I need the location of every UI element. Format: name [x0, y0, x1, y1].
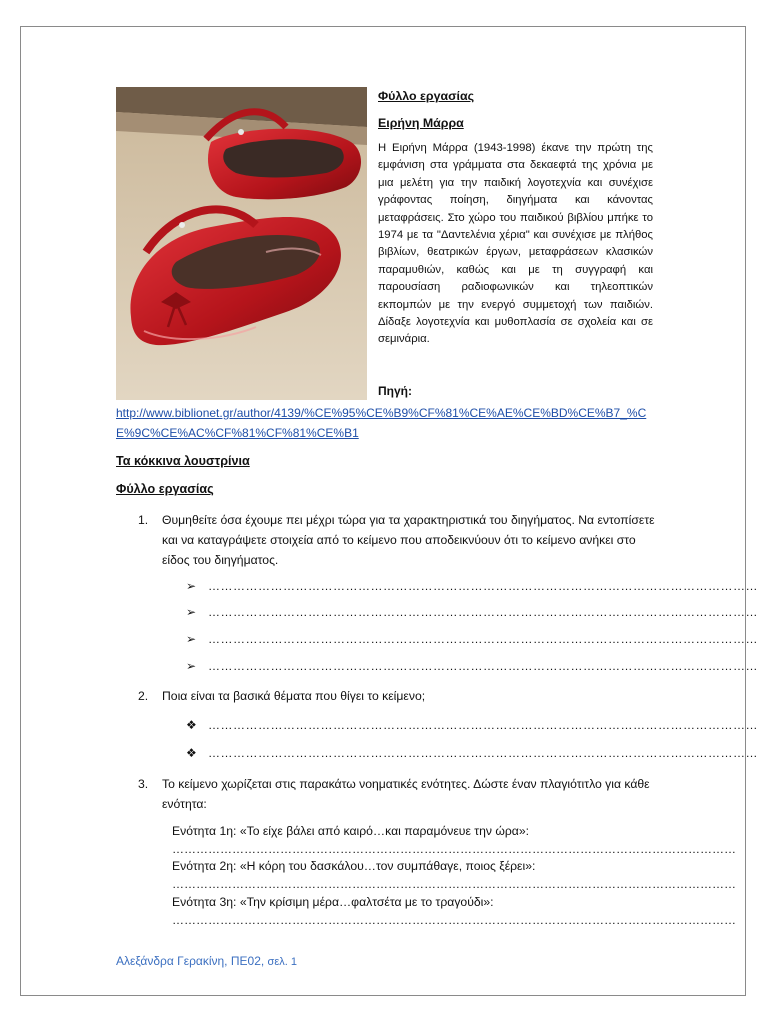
footer-author: Αλεξάνδρα Γερακίνη, ΠΕ02,	[116, 954, 265, 968]
question-number: 2.	[138, 689, 149, 703]
red-shoes-photo	[116, 87, 367, 400]
unit-2-answer[interactable]: ……………………………………………………………………………………………………………………………	[172, 877, 736, 891]
unit-1-label: Ενότητα 1η: «Το είχε βάλει από καιρό…και παραμόνευε την ώρα»:	[172, 824, 530, 838]
question-3	[138, 774, 658, 814]
answer-line[interactable]	[186, 657, 758, 675]
diamond-bullet-icon: ❖	[186, 718, 197, 732]
answer-dots: ……………………………………………………………………………………………………………………	[208, 718, 758, 732]
question-text: Το κείμενο χωρίζεται στις παρακάτω νοηματικές ενότητες. Δώστε έναν πλαγιότιτλο για κάθε ενότητα:	[162, 777, 650, 811]
arrow-bullet-icon: ➢	[186, 659, 197, 673]
answer-line[interactable]	[186, 630, 758, 648]
answer-dots: ……………………………………………………………………………………………………………………	[208, 659, 758, 673]
unit-1-answer[interactable]: ……………………………………………………………………………………………………………………………	[172, 842, 736, 856]
question-text: Θυμηθείτε όσα έχουμε πει μέχρι τώρα για τα χαρακτηριστικά του διηγήματος. Να εντοπίσετε και να καταγράψετε στοιχεία από το κείμενο που αποδεικνύουν ότι το κείμενο ανήκει στο είδος του διηγήματος.	[162, 513, 655, 567]
story-title: Τα κόκκινα λουστρίνια	[116, 454, 250, 468]
answer-line[interactable]	[186, 603, 758, 621]
answer-dots: ……………………………………………………………………………………………………………………	[208, 746, 758, 760]
answer-line[interactable]	[186, 744, 758, 762]
intro-column	[378, 86, 653, 349]
unit-3-answer[interactable]: ……………………………………………………………………………………………………………………………	[172, 913, 736, 927]
arrow-bullet-icon: ➢	[186, 579, 197, 593]
answer-line[interactable]	[186, 577, 758, 595]
answer-dots: ……………………………………………………………………………………………………………………	[208, 605, 758, 619]
worksheet-title: Φύλλο εργασίας	[116, 482, 214, 496]
arrow-bullet-icon: ➢	[186, 632, 197, 646]
question-2	[138, 686, 658, 706]
page-number: σελ. 1	[267, 956, 297, 968]
answer-dots: ……………………………………………………………………………………………………………………	[208, 632, 758, 646]
source-label: Πηγή:	[378, 384, 412, 398]
answer-line[interactable]	[186, 716, 758, 734]
worksheet-heading: Φύλλο εργασίας	[378, 89, 475, 103]
arrow-bullet-icon: ➢	[186, 605, 197, 619]
source-link[interactable]: http://www.biblionet.gr/author/4139/%CE%95%CE%B9%CF%81%CE%AE%CE%BD%CE%B7_%CE%9C%CE%AC%CF%81%CF%81%CE%B1	[116, 406, 647, 440]
answer-dots: ……………………………………………………………………………………………………………………	[208, 579, 758, 593]
question-1	[138, 510, 658, 570]
question-text: Ποια είναι τα βασικά θέματα που θίγει το κείμενο;	[162, 689, 426, 703]
question-number: 3.	[138, 777, 149, 791]
question-number: 1.	[138, 513, 149, 527]
diamond-bullet-icon: ❖	[186, 746, 197, 760]
author-bio: Η Ειρήνη Μάρρα (1943-1998) έκανε την πρώτη της εμφάνιση στα γράμματα στα δεκαεφτά της χρόνια με μια μελέτη για την παιδική λογοτεχνία και συνέχισε γράφοντας ποίηση, διηγήματα και κάνοντας μεταφράσεις. Στο χώρο του παιδικού βιβλίου μπήκε το 1974 με τα "Δαντελένια χέρια" και συνέχισε με πλήθος βιβλίων, θεατρικών έργων, μεταφράσεων κλασικών παραμυθιών, καθώς και με τη συγγραφή και παρουσίαση ραδιοφωνικών και τηλεοπτικών εκπομπών με την ενεργό συμμετοχή των παιδιών. Δίδαξε λογοτεχνία και μυθοπλασία σε σχολεία και σε σεμινάρια.	[378, 142, 653, 346]
unit-2-label: Ενότητα 2η: «Η κόρη του δασκάλου…τον συμπάθαγε, ποιος ξέρει»:	[172, 859, 536, 873]
page-footer	[116, 954, 297, 968]
author-heading: Ειρήνη Μάρρα	[378, 116, 464, 130]
unit-3-label: Ενότητα 3η: «Την κρίσιμη μέρα…φαλτσέτα με το τραγούδι»:	[172, 895, 494, 909]
